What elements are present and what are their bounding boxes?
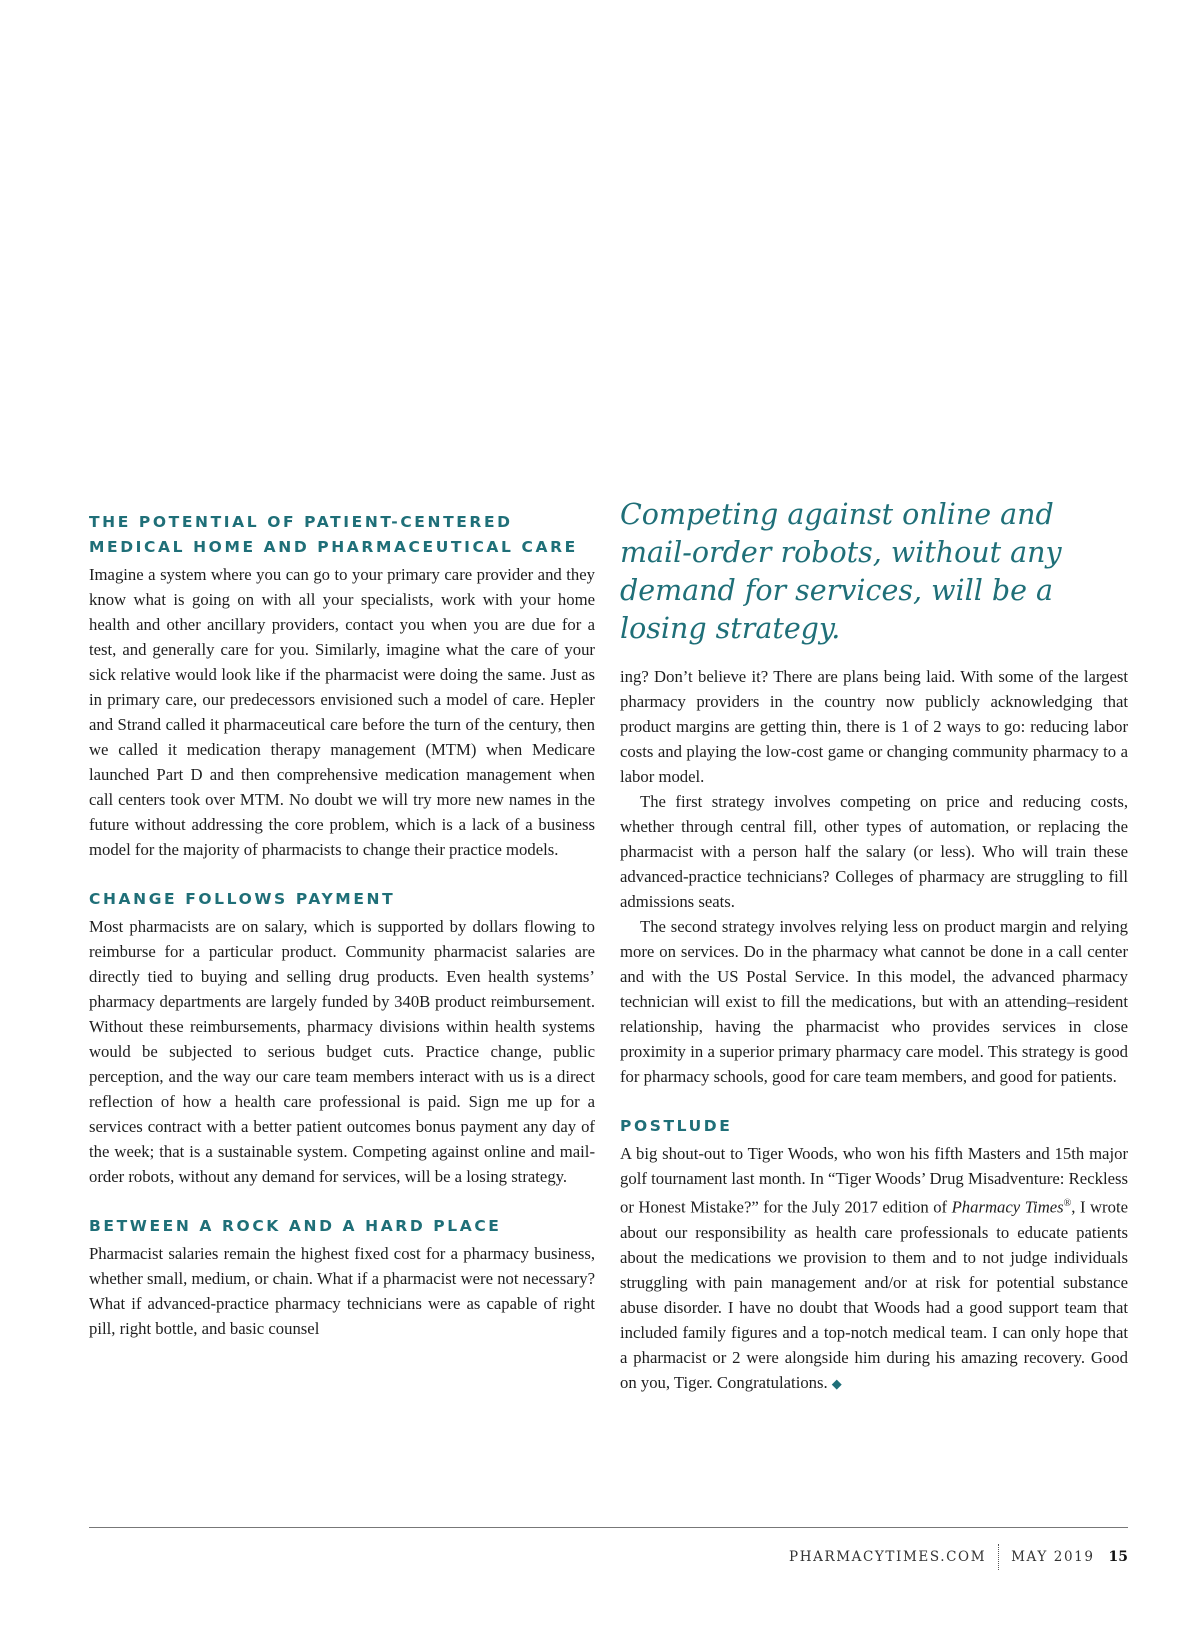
- footer-site: PHARMACYTIMES.COM: [789, 1549, 987, 1565]
- section-heading-payment: CHANGE FOLLOWS PAYMENT: [89, 890, 396, 908]
- postlude-text-end: , I wrote about our responsibility as health care professionals to educate patients about the medications we provision to them and to not judge individuals struggling with pain management and/or at risk for potential substance abuse disorder. I have no doubt that Woods had a good support team that included family figures and a top-notch medical team. I can only hope that a pharmacist or 2 were alongside him during his amazing recovery. Good on you, Tiger. Congratulations.: [620, 1197, 1129, 1392]
- paragraph-payment: Most pharmacists are on salary, which is supported by dollars flowing to reimburse for a particular product. Community pharmacist salaries are directly tied to buying and selling drug products. Even health systems’ pharmacy departments are largely funded by 340B product reimbursement. Without these reimbursements, pharmacy divisions within health systems would be subjected to serious budget cuts. Practice change, public perception, and the way our care team members interact with us is a direct reflection of how a health care professional is paid. Sign me up for a services contract with a better patient outcomes bonus payment any day of the week; that is a sustainable system. Competing against online and mail-order robots, without any demand for services, will be a losing strategy.: [89, 917, 595, 1186]
- section-heading-postlude: POSTLUDE: [620, 1117, 733, 1135]
- footer-rule: [89, 1527, 1128, 1528]
- paragraph-rock-hard-place: Pharmacist salaries remain the highest fixed cost for a pharmacy business, whether small, medium, or chain. What if a pharmacist were not necessary? What if advanced-practice pharmacy technicians were as capable of right pill, right bottle, and basic counsel: [89, 1244, 595, 1338]
- heading-line-2: MEDICAL HOME AND PHARMACEUTICAL CARE: [89, 538, 578, 556]
- pull-quote: Competing against online and mail-order robots, without any demand for services, will be a losing strategy.: [620, 498, 1062, 645]
- right-column-body: [620, 664, 1128, 1396]
- right-column: [620, 498, 1129, 1392]
- paragraph-pcmh: Imagine a system where you can go to your primary care provider and they know what is going on with all your specialists, work with your home health and other ancillary providers, contact you when you are due for a test, and generally care for you. Similarly, imagine what the care of your sick relative would look like if the pharmacist were doing the same. Just as in primary care, our predecessors envisioned such a model of care. Hepler and Strand called it pharmaceutical care before the turn of the century, then we called it medication therapy management (MTM) when Medicare launched Part D and then comprehensive medication management when call centers took over MTM. No doubt we will try more new names in the future without addressing the core problem, which is a lack of a business model for the majority of pharmacists to change their practice models.: [89, 565, 595, 859]
- registered-mark: ®: [1063, 1198, 1072, 1209]
- footer-issue: MAY 2019: [1011, 1549, 1095, 1565]
- paragraph-first-strategy: The first strategy involves competing on price and reducing costs, whether through central fill, other types of automation, or replacing the pharmacist with a person half the salary (or less). Who will train these advanced-practice technicians? Colleges of pharmacy are struggling to fill admissions seats.: [620, 792, 1128, 911]
- heading-line-1: THE POTENTIAL OF PATIENT-CENTERED: [89, 513, 513, 531]
- footer-separator: [998, 1544, 999, 1570]
- section-heading-rock-hard-place: BETWEEN A ROCK AND A HARD PLACE: [89, 1217, 502, 1235]
- postlude-text-start: A big shout-out to Tiger Woods, who won his fifth Masters and 15th major golf tournament last month. In “Tiger Woods’ Drug Misadventure: Reckless or Honest Mistake?” for the July 2017 edition of: [620, 1144, 1128, 1217]
- paragraph-second-strategy: The second strategy involves relying less on product margin and relying more on services. Do in the pharmacy what cannot be done in a call center and with the US Postal Service. In this model, the advanced pharmacy technician will exist to fill the medications, but with an attending–resident relationship, having the pharmacist who provides services in close proximity in a superior primary pharmacy care model. This strategy is good for pharmacy schools, good for care team members, and good for patients.: [620, 917, 1128, 1086]
- publication-name: Pharmacy Times: [951, 1197, 1064, 1217]
- paragraph-continued: ing? Don’t believe it? There are plans being laid. With some of the largest pharmacy providers in the country now publicly acknowledging that product margins are getting thin, there is 1 of 2 ways to go: reducing labor costs and playing the low-cost game or changing community pharmacy to a labor model.: [620, 667, 1128, 786]
- paragraph-postlude: [620, 1141, 1128, 1396]
- section-heading-pcmh: [89, 510, 595, 560]
- page-footer: [789, 1544, 1128, 1570]
- page-number: 15: [1108, 1549, 1128, 1565]
- end-mark-icon: ◆: [831, 1375, 842, 1391]
- left-column: [89, 510, 595, 1341]
